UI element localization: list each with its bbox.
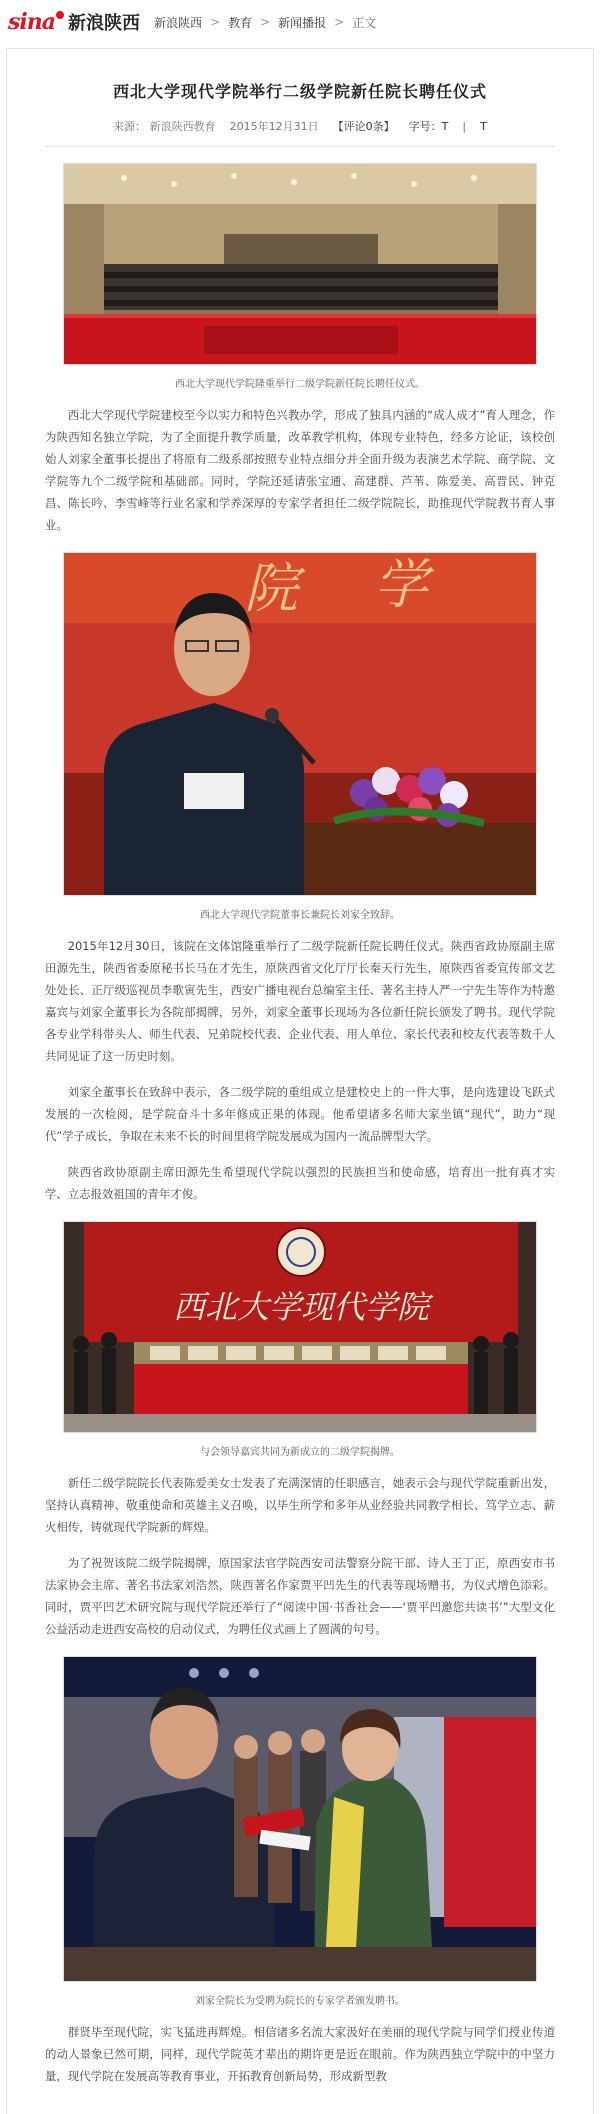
breadcrumb <box>154 14 376 31</box>
font-size-small-button[interactable]: T <box>480 119 487 133</box>
speaker-image <box>64 553 537 896</box>
paragraph-2: 2015年12月30日，该院在文体馆隆重举行了二级学院新任院长聘任仪式。陕西省政协原副主席田源先生，陕西省委原秘书长马在才先生，原陕西省文化厅厅长秦天行先生，原陕西省委宣传部文艺处处长、正厅级巡视员李歌寅先生，西安广播电视台总编室主任、著名主持人严一宁先生等作为特邀嘉宾与刘家全董事长为各院部揭牌，另外，刘家全董事长现场为各位新任院长颁发了聘书。现代学院各专业学科带头人、师生代表、兄弟院校代表、企业代表、用人单位、家长代表和校友代表等数千人共同见证了这一历史时刻。 <box>45 939 555 1063</box>
sina-logo-mark: sina <box>8 9 55 35</box>
breadcrumb-current: 正文 <box>352 15 377 30</box>
article-title: 西北大学现代学院举行二级学院新任院长聘任仪式 <box>112 82 487 101</box>
school-emblem-icon <box>277 1228 325 1276</box>
paragraph-5: 新任二级学院院长代表陈爱美女士发表了充满深情的任职感言，她表示会与现代学院重新出发，坚持认真精神、敬重使命和英雄主义召唤，以毕生所学和多年从业经验共同教学相长、笃学立志、薪火相传，铸就现代学院新的辉煌。 <box>45 1476 555 1534</box>
breadcrumb-separator: > <box>260 15 271 29</box>
paragraph-6: 为了祝贺该院二级学院揭牌，原国家法官学院西安司法警察分院干部、诗人王丁正，原西安市书法家协会主席、著名书法家刘浩然，陕西著名作家贾平凹先生的代表等现场赠书，为仪式增色添彩。同时，贾平凹艺术研究院与现代学院还举行了“阅读中国·书香社会——‘贾平凹邀您共读书’”大型文化公益活动走进西安高校的启动仪式，为聘任仪式画上了圆满的句号。 <box>45 1556 555 1636</box>
breadcrumb-separator: > <box>210 15 221 29</box>
breadcrumb-news[interactable]: 新闻播报 <box>278 15 327 30</box>
paragraph-4: 陕西省政协原副主席田源先生希望现代学院以强烈的民族担当和使命感，培育出一批有真才实学、立志报效祖国的青年才俊。 <box>45 1165 555 1201</box>
figure-certificate <box>63 1656 537 2007</box>
site-logo-text: 新浪陕西 <box>68 13 140 34</box>
photo-certificate <box>63 1656 537 1982</box>
caption-3: 与会领导嘉宾共同为新成立的二级学院揭牌。 <box>200 1447 400 1458</box>
caption-4: 刘家全院长为受聘为院长的专家学者颁发聘书。 <box>195 1996 405 2007</box>
breadcrumb-separator: > <box>334 15 345 29</box>
breadcrumb-home[interactable]: 新浪陕西 <box>154 15 203 30</box>
unveiling-image <box>64 1222 537 1433</box>
photo-speaker <box>63 552 537 896</box>
figure-ceremony <box>63 163 537 390</box>
figure-unveiling <box>63 1221 537 1458</box>
caption-1: 西北大学现代学院隆重举行二级学院新任院长聘任仪式。 <box>175 379 425 390</box>
auditorium-image <box>64 164 537 365</box>
top-bar <box>0 0 600 44</box>
title-divider <box>45 146 555 147</box>
article-meta <box>45 118 555 134</box>
comments-link[interactable]: 【评论0条】 <box>332 120 395 133</box>
photo-unveiling <box>63 1221 537 1433</box>
site-logo[interactable] <box>8 9 140 35</box>
article-source: 来源： 新浪陕西教育 <box>113 120 216 133</box>
stage-banner-text: 西北大学现代学院 <box>172 1288 430 1326</box>
breadcrumb-education[interactable]: 教育 <box>228 15 253 30</box>
caption-2: 西北大学现代学院董事长兼院长刘家全致辞。 <box>200 910 400 921</box>
certificate-image <box>64 1657 537 1982</box>
font-size-large-button[interactable]: 字号：T <box>408 120 449 133</box>
paragraph-3: 刘家全董事长在致辞中表示，各二级学院的重组成立是建校史上的一件大事，是向选建设飞跃式发展的一次检阅，是学院奋斗十多年修成正果的体现。他希望诸多名师大家坐镇“现代”，助力“现代”学子成长，争取在未来不长的时间里将学院发展成为国内一流品牌型大学。 <box>45 1085 555 1143</box>
article-date: 2015年12月31日 <box>229 120 319 133</box>
figure-speaker <box>63 552 537 921</box>
paragraph-7: 群贤毕至现代院，实飞猛进再辉煌。相信诸多名流大家汲好在美丽的现代学院与同学们授业传道的动人景象已然可期，同样，现代学院英才辈出的期许更是近在眼前。作为陕西独立学院中的中坚力量，现代学院在发展高等教育事业，开拓教育创新局势，形成新型教 <box>45 2025 555 2083</box>
pipe-divider: | <box>462 119 467 133</box>
paragraph-1: 西北大学现代学院建校至今以实力和特色兴教办学，形成了独具内涵的“成人成才”育人理念，作为陕西知名独立学院，为了全面提升教学质量，改革教学机构，体现专业特色，经多方论证，该校创始人刘家全董事长提出了将原有二级系部按照专业特点细分并全面升级为表演艺术学院、商学院、文学院等九个二级学院和基础部。同时，学院还延请张宝通、高建群、芦苇、陈爱美、高晋民、钟克昌、陈长吟、李雪峰等行业名家和学养深厚的专家学者担任二级学院院长，助推现代学院教书育人事业。 <box>45 408 555 532</box>
photo-auditorium <box>63 163 537 365</box>
article-container <box>6 48 594 2114</box>
banner-calligraphy: 院 <box>244 557 298 620</box>
banner-calligraphy: 学 <box>374 553 428 616</box>
sina-eye-icon <box>56 11 64 19</box>
